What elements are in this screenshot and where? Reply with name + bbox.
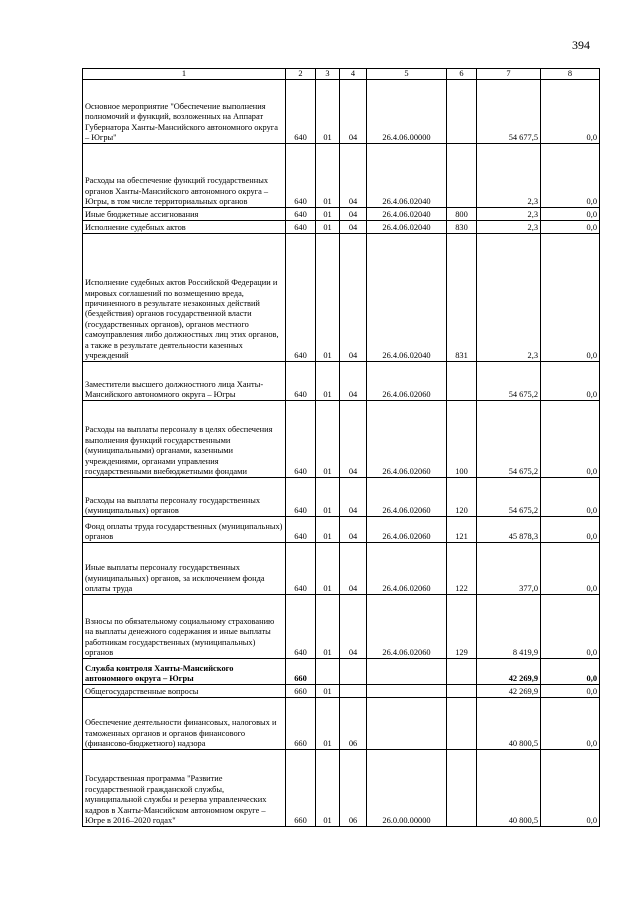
amount-cell: 40 800,5 [477, 698, 541, 750]
section-code-cell: 01 [316, 144, 340, 208]
row-name-cell: Обеспечение деятельности финансовых, налоговых и таможенных органов и органов финансового (финансово-бюджетного) надзора [83, 698, 286, 750]
ministry-code-cell: 640 [286, 401, 316, 478]
amount-cell: 54 675,2 [477, 401, 541, 478]
row-name-cell: Заместители высшего должностного лица Ханты-Мансийского автономного округа – Югры [83, 362, 286, 401]
ministry-code-cell: 640 [286, 543, 316, 595]
subsection-code-cell: 04 [340, 234, 367, 362]
expense-type-cell: 831 [447, 234, 477, 362]
column-header: 7 [477, 69, 541, 80]
section-code-cell: 01 [316, 698, 340, 750]
table-row [83, 234, 600, 362]
section-code-cell: 01 [316, 362, 340, 401]
section-code-cell: 01 [316, 221, 340, 234]
row-name-cell: Основное мероприятие "Обеспечение выполнения полномочий и функций, возложенных на Аппарат Губернатора Ханты-Мансийского автономного округа – Югры" [83, 80, 286, 144]
section-code-cell: 01 [316, 80, 340, 144]
ministry-code-cell: 640 [286, 234, 316, 362]
target-article-cell [367, 685, 447, 698]
table-row [83, 685, 600, 698]
subsection-code-cell: 04 [340, 517, 367, 543]
subsection-code-cell: 04 [340, 362, 367, 401]
amount-cell: 42 269,9 [477, 685, 541, 698]
subsection-code-cell: 04 [340, 543, 367, 595]
ministry-code-cell: 640 [286, 517, 316, 543]
amount-2-cell: 0,0 [541, 478, 600, 517]
table-row [83, 362, 600, 401]
row-name-cell: Фонд оплаты труда государственных (муниципальных) органов [83, 517, 286, 543]
expense-type-cell: 122 [447, 543, 477, 595]
subsection-code-cell [340, 659, 367, 685]
amount-2-cell: 0,0 [541, 595, 600, 659]
row-name-cell: Расходы на выплаты персоналу в целях обеспечения выполнения функций государственными (муниципальными) органами, казенными учреждениями, органами управления государственными внебюджетными фондами [83, 401, 286, 478]
subsection-code-cell: 06 [340, 750, 367, 827]
expense-type-cell: 800 [447, 208, 477, 221]
amount-2-cell: 0,0 [541, 517, 600, 543]
section-code-cell: 01 [316, 234, 340, 362]
amount-2-cell: 0,0 [541, 234, 600, 362]
row-name-cell: Служба контроля Ханты-Мансийского автономного округа – Югры [83, 659, 286, 685]
page-number: 394 [572, 38, 590, 52]
table-row [83, 595, 600, 659]
table-row [83, 750, 600, 827]
expense-type-cell [447, 750, 477, 827]
section-code-cell: 01 [316, 517, 340, 543]
ministry-code-cell: 640 [286, 595, 316, 659]
target-article-cell: 26.4.06.02060 [367, 595, 447, 659]
amount-2-cell: 0,0 [541, 362, 600, 401]
table-row [83, 401, 600, 478]
target-article-cell: 26.4.06.02040 [367, 221, 447, 234]
amount-2-cell: 0,0 [541, 543, 600, 595]
target-article-cell: 26.4.06.02040 [367, 208, 447, 221]
column-header: 6 [447, 69, 477, 80]
amount-cell: 2,3 [477, 144, 541, 208]
section-code-cell: 01 [316, 750, 340, 827]
amount-cell: 2,3 [477, 208, 541, 221]
subsection-code-cell [340, 685, 367, 698]
table-row [83, 517, 600, 543]
ministry-code-cell: 660 [286, 750, 316, 827]
expense-type-cell: 121 [447, 517, 477, 543]
table-row [83, 659, 600, 685]
header-row [83, 69, 600, 80]
subsection-code-cell: 04 [340, 401, 367, 478]
table-row [83, 208, 600, 221]
section-code-cell: 01 [316, 401, 340, 478]
target-article-cell: 26.4.06.02040 [367, 144, 447, 208]
row-name-cell: Расходы на обеспечение функций государственных органов Ханты-Мансийского автономного округа – Югры, в том числе территориальных органов [83, 144, 286, 208]
expense-type-cell: 830 [447, 221, 477, 234]
section-code-cell: 01 [316, 685, 340, 698]
ministry-code-cell: 640 [286, 221, 316, 234]
expense-type-cell [447, 362, 477, 401]
target-article-cell: 26.4.06.02040 [367, 234, 447, 362]
row-name-cell: Иные бюджетные ассигнования [83, 208, 286, 221]
expense-type-cell [447, 685, 477, 698]
budget-table [82, 68, 600, 827]
ministry-code-cell: 660 [286, 685, 316, 698]
expense-type-cell [447, 80, 477, 144]
subsection-code-cell: 06 [340, 698, 367, 750]
expense-type-cell [447, 144, 477, 208]
amount-cell: 45 878,3 [477, 517, 541, 543]
amount-2-cell: 0,0 [541, 698, 600, 750]
target-article-cell [367, 698, 447, 750]
row-name-cell: Государственная программа "Развитие государственной гражданской службы, муниципальной службы и резерва управленческих кадров в Ханты-Мансийском автономном округе – Югре в 2016–2020 годах" [83, 750, 286, 827]
target-article-cell: 26.4.06.02060 [367, 401, 447, 478]
amount-2-cell: 0,0 [541, 401, 600, 478]
row-name-cell: Исполнение судебных актов [83, 221, 286, 234]
ministry-code-cell: 640 [286, 208, 316, 221]
table-row [83, 144, 600, 208]
row-name-cell: Взносы по обязательному социальному страхованию на выплаты денежного содержания и иные выплаты работникам государственных (муниципальных) органов [83, 595, 286, 659]
subsection-code-cell: 04 [340, 80, 367, 144]
amount-2-cell: 0,0 [541, 208, 600, 221]
subsection-code-cell: 04 [340, 144, 367, 208]
amount-cell: 54 677,5 [477, 80, 541, 144]
amount-2-cell: 0,0 [541, 144, 600, 208]
column-header: 3 [316, 69, 340, 80]
expense-type-cell [447, 659, 477, 685]
amount-2-cell: 0,0 [541, 685, 600, 698]
ministry-code-cell: 640 [286, 362, 316, 401]
table-row [83, 80, 600, 144]
amount-2-cell: 0,0 [541, 80, 600, 144]
target-article-cell: 26.4.06.00000 [367, 80, 447, 144]
target-article-cell: 26.0.00.00000 [367, 750, 447, 827]
table-row [83, 221, 600, 234]
column-header: 8 [541, 69, 600, 80]
section-code-cell: 01 [316, 543, 340, 595]
subsection-code-cell: 04 [340, 595, 367, 659]
expense-type-cell: 129 [447, 595, 477, 659]
row-name-cell: Расходы на выплаты персоналу государственных (муниципальных) органов [83, 478, 286, 517]
column-header: 5 [367, 69, 447, 80]
amount-cell: 40 800,5 [477, 750, 541, 827]
section-code-cell [316, 659, 340, 685]
ministry-code-cell: 640 [286, 478, 316, 517]
expense-type-cell [447, 698, 477, 750]
target-article-cell [367, 659, 447, 685]
target-article-cell: 26.4.06.02060 [367, 362, 447, 401]
ministry-code-cell: 640 [286, 80, 316, 144]
ministry-code-cell: 640 [286, 144, 316, 208]
expense-type-cell: 100 [447, 401, 477, 478]
ministry-code-cell: 660 [286, 698, 316, 750]
target-article-cell: 26.4.06.02060 [367, 517, 447, 543]
table-row [83, 543, 600, 595]
column-header: 2 [286, 69, 316, 80]
expense-type-cell: 120 [447, 478, 477, 517]
amount-cell: 2,3 [477, 234, 541, 362]
table-row [83, 698, 600, 750]
amount-2-cell: 0,0 [541, 659, 600, 685]
column-header: 1 [83, 69, 286, 80]
column-header: 4 [340, 69, 367, 80]
amount-cell: 8 419,9 [477, 595, 541, 659]
amount-cell: 42 269,9 [477, 659, 541, 685]
section-code-cell: 01 [316, 208, 340, 221]
subsection-code-cell: 04 [340, 208, 367, 221]
amount-cell: 54 675,2 [477, 478, 541, 517]
section-code-cell: 01 [316, 478, 340, 517]
target-article-cell: 26.4.06.02060 [367, 478, 447, 517]
amount-2-cell: 0,0 [541, 750, 600, 827]
target-article-cell: 26.4.06.02060 [367, 543, 447, 595]
amount-cell: 54 675,2 [477, 362, 541, 401]
row-name-cell: Исполнение судебных актов Российской Федерации и мировых соглашений по возмещению вреда, причиненного в результате незаконных действий (бездействия) органов государственной власти (государственных органов), органов местного самоуправления либо должностных лиц этих органов, а также в результате деятельности казенных учреждений [83, 234, 286, 362]
subsection-code-cell: 04 [340, 221, 367, 234]
amount-2-cell: 0,0 [541, 221, 600, 234]
section-code-cell: 01 [316, 595, 340, 659]
row-name-cell: Общегосударственные вопросы [83, 685, 286, 698]
table-row [83, 478, 600, 517]
subsection-code-cell: 04 [340, 478, 367, 517]
amount-cell: 2,3 [477, 221, 541, 234]
row-name-cell: Иные выплаты персоналу государственных (муниципальных) органов, за исключением фонда оплаты труда [83, 543, 286, 595]
amount-cell: 377,0 [477, 543, 541, 595]
ministry-code-cell: 660 [286, 659, 316, 685]
